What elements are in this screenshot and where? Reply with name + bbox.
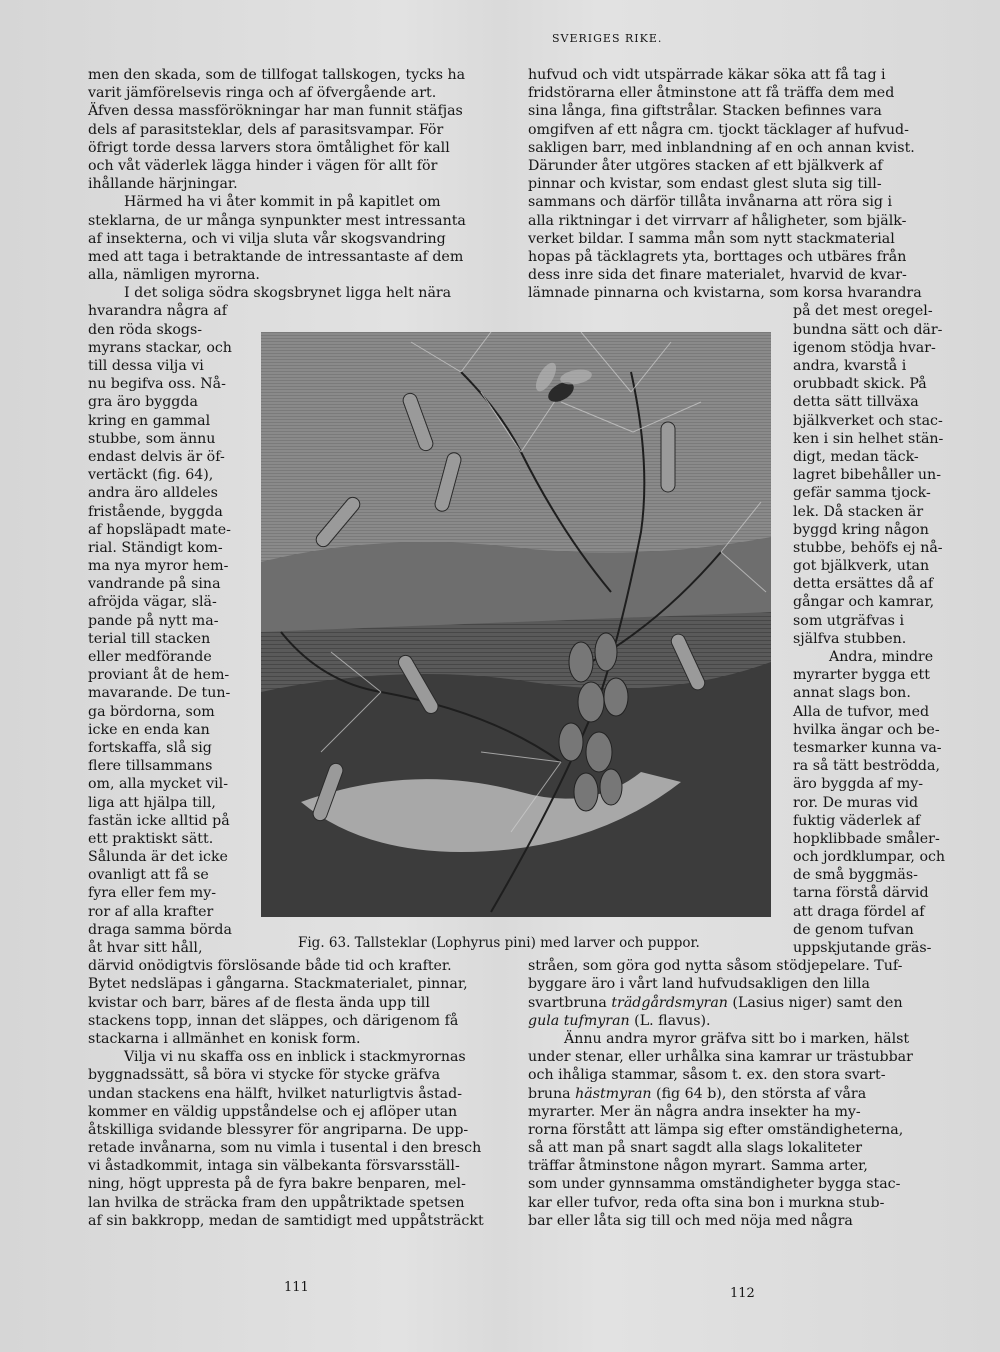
text-line: Härmed ha vi åter kommit in på kapitlet om [124, 194, 441, 211]
text-line: och jordklumpar, och [793, 849, 946, 866]
text-line: got bjälkverk, utan [793, 558, 930, 575]
text-line: sakligen barr, med inblandning af en och annan kvist. [528, 139, 915, 156]
text-line: Bytet nedsläpas i gångarna. Stackmaterialet, pinnar, [88, 976, 468, 993]
text-line: stråen, som göra god nytta såsom stödjepelare. Tuf- [528, 958, 903, 975]
text-line: ning, högt uppresta på de fyra bakre benparen, mel- [88, 1176, 466, 1193]
text-line: åtskilliga svidande blessyrer för angriparna. De upp- [88, 1121, 469, 1138]
text-line: orubbadt skick. På [793, 376, 927, 393]
text-line: vandrande på sina [88, 576, 221, 593]
text-line: lan hvilka de sträcka fram den uppåtriktade spetsen [88, 1194, 465, 1211]
text-line: fuktig väderlek af [793, 812, 921, 829]
text-line: bundna sätt och där- [793, 321, 943, 338]
text-line: den röda skogs- [88, 321, 203, 338]
text-line: uppskjutande gräs- [793, 940, 932, 956]
page-number-left: 111 [284, 1280, 309, 1295]
text-line: svartbruna trädgårdsmyran (Lasius niger) samt den [528, 994, 903, 1011]
text-line: stubbe, behöfs ej nå- [793, 539, 943, 556]
text-line: fyra eller fem my- [88, 885, 217, 902]
text-line: af hopsläpadt mate- [88, 521, 231, 538]
text-line: på det mest oregel- [793, 303, 933, 320]
text-line: som under gynnsamma omständigheter bygga stac- [528, 1176, 901, 1193]
text-line: omgifven af ett några cm. tjockt täcklager af hufvud- [528, 121, 909, 138]
text-line: Alla de tufvor, med [793, 703, 930, 720]
text-line: andra äro alldeles [88, 485, 218, 502]
text-line: Därunder åter utgöres stacken af ett bjälkverk af [528, 157, 883, 174]
text-line: digt, medan täck- [793, 448, 919, 465]
text-line: eller medförande [88, 649, 212, 665]
figure-caption: Fig. 63. Tallsteklar (Lophyrus pini) med larver och puppor. [298, 935, 700, 951]
text-line: sina långa, fina giftstrålar. Stacken befinnes vara [528, 103, 882, 120]
text-line: med att taga i betraktande de intressantaste af dem [88, 248, 464, 265]
text-line: retade invånarna, som nu vimla i tusental i den bresch [88, 1140, 482, 1157]
text-line: själfva stubben. [793, 630, 907, 647]
text-line: åt hvar sitt håll, [88, 940, 203, 956]
text-line: Äfven dessa massförökningar har man funnit stäfjas [88, 103, 463, 120]
text-line: gefär samma tjock- [793, 485, 931, 502]
text-line: stubbe, som ännu [88, 430, 216, 447]
text-line: draga samma börda [88, 921, 232, 938]
text-line: ma nya myror hem- [88, 558, 229, 575]
text-line: lek. Då stacken är [793, 503, 924, 520]
text-line: ett praktiskt sätt. [88, 830, 214, 847]
text-line: flere tillsammans [88, 758, 213, 775]
text-line: alla riktningar i det virrvarr af håligheter, som bjälk- [528, 212, 907, 229]
text-line: fristående, byggda [88, 503, 223, 520]
text-line: gula tufmyran (L. flavus). [528, 1012, 711, 1029]
text-line: tarna förstå därvid [793, 885, 929, 902]
text-line: dels af parasitsteklar, dels af parasitsvampar. För [88, 121, 444, 138]
text-line: lagret bibehåller un- [793, 467, 941, 484]
text-line: byggnadssätt, så böra vi stycke för stycke gräfva [88, 1067, 441, 1084]
text-line: hopklibbade småler- [793, 830, 940, 847]
text-line: hvarandra några af [88, 303, 227, 320]
running-header: SVERIGES RIKE. [552, 32, 663, 45]
text-line: rial. Ständigt kom- [88, 539, 223, 556]
text-line: ra så tätt beströdda, [793, 758, 940, 775]
text-line: af insekterna, och vi vilja sluta vår skogsvandring [88, 230, 446, 247]
text-line: steklarna, de ur många synpunkter mest intressanta [88, 212, 466, 229]
text-line: de genom tufvan [793, 921, 914, 938]
text-line: hufvud och vidt utspärrade käkar söka att få tag i [528, 67, 886, 83]
text-line: och våt väderlek lägga hinder i vägen för allt för [88, 157, 438, 174]
pine-sawfly-illustration [261, 332, 771, 917]
text-line: därvid onödigtvis förslösande både tid och krafter. [88, 958, 452, 975]
text-line: om, alla mycket vil- [88, 776, 229, 793]
text-line: pinnar och kvistar, som endast glest sluta sig till- [528, 176, 882, 193]
text-line: Vilja vi nu skaffa oss en inblick i stackmyrornas [124, 1049, 466, 1066]
text-line: detta sätt tillväxa [793, 394, 919, 411]
text-line: ga bördorna, som [88, 703, 215, 720]
text-line: detta ersättes då af [793, 576, 934, 593]
text-line: fortskaffa, slå sig [88, 739, 212, 756]
text-line: hopas på täcklagrets yta, borttages och utbäres från [528, 248, 907, 265]
text-line: afröjda vägar, slä- [88, 594, 217, 611]
text-line: att draga fördel af [793, 903, 925, 920]
text-line: igenom stödja hvar- [793, 339, 936, 356]
text-line: Ännu andra myror gräfva sitt bo i marken, hälst [564, 1030, 910, 1047]
text-line: kring en gammal [88, 412, 211, 429]
text-line: mavarande. De tun- [88, 685, 231, 702]
text-line: tesmarker kunna va- [793, 739, 942, 756]
text-line: stackens topp, innan det släppes, och därigenom få [88, 1012, 459, 1029]
text-line: endast delvis är öf- [88, 448, 225, 465]
text-line: ihållande härjningar. [88, 176, 238, 193]
text-line: dess inre sida det finare materialet, hvarvid de kvar- [528, 267, 907, 284]
text-line: äro byggda af my- [793, 776, 924, 793]
text-line: kommer en väldig uppståndelse och ej aflöper utan [88, 1103, 458, 1120]
text-line: bjälkverket och stac- [793, 412, 943, 429]
text-line: under stenar, eller urhålka sina kamrar ur trästubbar [528, 1049, 913, 1066]
text-line: ovanligt att få se [88, 867, 209, 884]
text-line: icke en enda kan [88, 721, 210, 738]
text-line: myrarter. Mer än några andra insekter ha my- [528, 1103, 861, 1120]
text-line: bruna hästmyran (fig 64 b), den största af våra [528, 1085, 867, 1102]
text-line: Andra, mindre [829, 649, 934, 665]
text-line: liga att hjälpa till, [88, 794, 216, 811]
text-line: byggare äro i vårt land hufvudsakligen den lilla [528, 976, 870, 993]
text-line: af sin bakkropp, medan de samtidigt med uppåtsträckt [88, 1212, 484, 1229]
text-line: vertäckt (fig. 64), [88, 467, 214, 484]
text-line: som utgräfvas i [793, 612, 904, 629]
text-line: Sålunda är det icke [88, 849, 228, 866]
text-line: andra, kvarstå i [793, 358, 907, 374]
text-line: ken i sin helhet stän- [793, 430, 944, 447]
text-line: pande på nytt ma- [88, 612, 219, 629]
text-line: terial till stacken [88, 630, 211, 647]
text-line: I det soliga södra skogsbrynet ligga helt nära [124, 285, 452, 302]
text-line: rorna förstått att lämpa sig efter omständigheterna, [528, 1121, 904, 1138]
text-line: stackarna i allmänhet en konisk form. [88, 1030, 361, 1047]
text-line: myrarter bygga ett [793, 667, 930, 684]
text-line: verket bildar. I samma mån som nytt stackmaterial [528, 230, 895, 247]
text-line: öfrigt torde dessa larvers stora ömtålighet för kall [88, 139, 450, 156]
text-line: så att man på snart sagdt alla slags lokaliteter [528, 1140, 863, 1157]
text-line: träffar åtminstone någon myrart. Samma arter, [528, 1158, 868, 1175]
text-line: till dessa vilja vi [88, 358, 204, 374]
text-line: undan stackens ena hälft, hvilket naturligtvis åstad- [88, 1085, 463, 1102]
text-line: myrans stackar, och [88, 339, 232, 356]
text-line: hvilka ängar och be- [793, 721, 940, 738]
text-line: alla, nämligen myrorna. [88, 267, 260, 284]
text-line: sammans och därför tillåta invånarna att röra sig i [528, 194, 893, 211]
text-line: bar eller låta sig till och med nöja med några [528, 1212, 853, 1229]
figure-engraving [261, 332, 771, 917]
text-line: men den skada, som de tillfogat tallskogen, tycks ha [88, 67, 466, 83]
page-number-right: 112 [730, 1286, 755, 1301]
text-line: varit jämförelsevis ringa och af öfvergående art. [88, 85, 437, 102]
text-line: gra äro byggda [88, 394, 198, 411]
text-line: fridstörarna eller åtminstone att få träffa dem med [528, 85, 895, 102]
text-line: kvistar och barr, bäres af de flesta ända upp till [88, 994, 430, 1011]
text-line: annat slags bon. [793, 685, 911, 702]
text-line: fastän icke alltid på [88, 812, 230, 829]
text-line: vi åstadkommit, intaga sin välbekanta försvarsställ- [88, 1158, 460, 1175]
text-line: nu begifva oss. Nå- [88, 376, 226, 393]
text-line: ror af alla krafter [88, 903, 214, 920]
text-line: lämnade pinnarna och kvistarna, som korsa hvarandra [528, 285, 922, 302]
text-line: gångar och kamrar, [793, 594, 935, 611]
text-line: proviant åt de hem- [88, 667, 230, 684]
text-line: byggd kring någon [793, 521, 929, 538]
text-line: ror. De muras vid [793, 794, 919, 811]
text-line: kar eller tufvor, reda ofta sina bon i murkna stub- [528, 1194, 885, 1211]
text-line: de små byggmäs- [793, 867, 918, 884]
text-line: och ihåliga stammar, såsom t. ex. den stora svart- [528, 1067, 886, 1084]
